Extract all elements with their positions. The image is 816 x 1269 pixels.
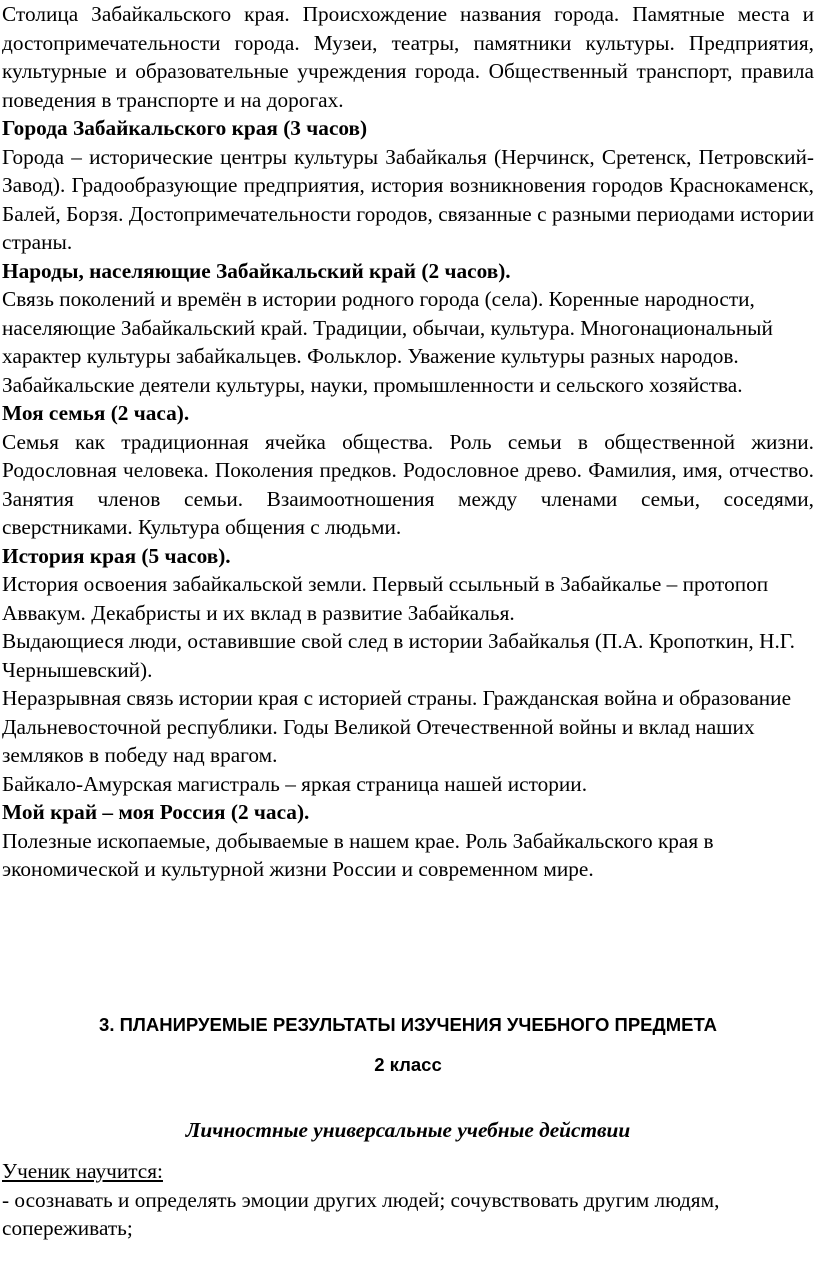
learner-label: Ученик научится: <box>2 1159 163 1183</box>
paragraph-peoples: Связь поколений и времён в истории родного города (села). Коренные народности, населяющие Забайкальский край. Традиции, обычаи, культура. Многонациональный характер культуры забайкальцев. Фольклор. Уважение культуры разных народов. <box>2 287 773 368</box>
heading-history: История края (5 часов). <box>2 543 231 568</box>
page-spacer <box>2 884 814 1012</box>
grade-title: 2 класс <box>374 1053 442 1075</box>
paragraph-figures: Забайкальские деятели культуры, науки, промышленности и сельского хозяйства. <box>2 372 743 397</box>
paragraph-capital: Столица Забайкальского края. Происхождение названия города. Памятные места и достопримечательности города. Музеи, театры, памятники культуры. Предприятия, культурные и образовательные учреждения города. Общественный транспорт, правила поведения в транспорте и на дорогах. <box>2 2 814 112</box>
learning-item-1: - осознавать и определять эмоции других людей; сочувствовать другим людям, сопереживать; <box>2 1187 720 1240</box>
heading-cities: Города Забайкальского края (3 часов) <box>2 116 368 140</box>
heading-peoples: Народы, населяющие Забайкальский край (2 часов). <box>2 258 511 283</box>
paragraph-history-4: Байкало-Амурская магистраль – яркая страница нашей истории. <box>2 771 588 796</box>
paragraph-history-1: История освоения забайкальской земли. Первый ссыльный в Забайкалье – протопоп Аввакум. Декабристы и их вклад в развитие Забайкалья. <box>2 572 769 625</box>
paragraph-russia: Полезные ископаемые, добываемые в нашем крае. Роль Забайкальского края в экономической и культурной жизни России и современном мире. <box>2 828 714 881</box>
paragraph-history-2: Выдающиеся люди, оставившие свой след в истории Забайкалья (П.А. Кропоткин, Н.Г. Чернышевский). <box>2 629 796 682</box>
paragraph-cities: Города – исторические центры культуры Забайкалья (Нерчинск, Сретенск, Петровский-Завод). Градообразующие предприятия, история возникновения городов Краснокаменск, Балей, Борзя. Достопримечательности городов, связанные с разными периодами истории страны. <box>2 144 814 254</box>
paragraph-family: Семья как традиционная ячейка общества. Роль семьи в общественной жизни. Родословная человека. Поколения предков. Родословное древо. Фамилия, имя, отчество. Занятия членов семьи. Взаимоотношения между членами семьи, соседями, сверстниками. Культура общения с людьми. <box>2 429 814 539</box>
heading-russia: Мой край – моя Россия (2 часа). <box>2 800 310 824</box>
section-title: 3. ПЛАНИРУЕМЫЕ РЕЗУЛЬТАТЫ ИЗУЧЕНИЯ УЧЕБНОГО ПРЕДМЕТА <box>99 1013 717 1035</box>
paragraph-history-3: Неразрывная связь истории края с историей страны. Гражданская война и образование Дальневосточной республики. Годы Великой Отечественной войны и вклад наших земляков в победу над врагом. <box>2 686 792 767</box>
heading-family: Моя семья (2 часа). <box>2 401 190 425</box>
subsection-title: Личностные универсальные учебные действии <box>185 1117 631 1142</box>
